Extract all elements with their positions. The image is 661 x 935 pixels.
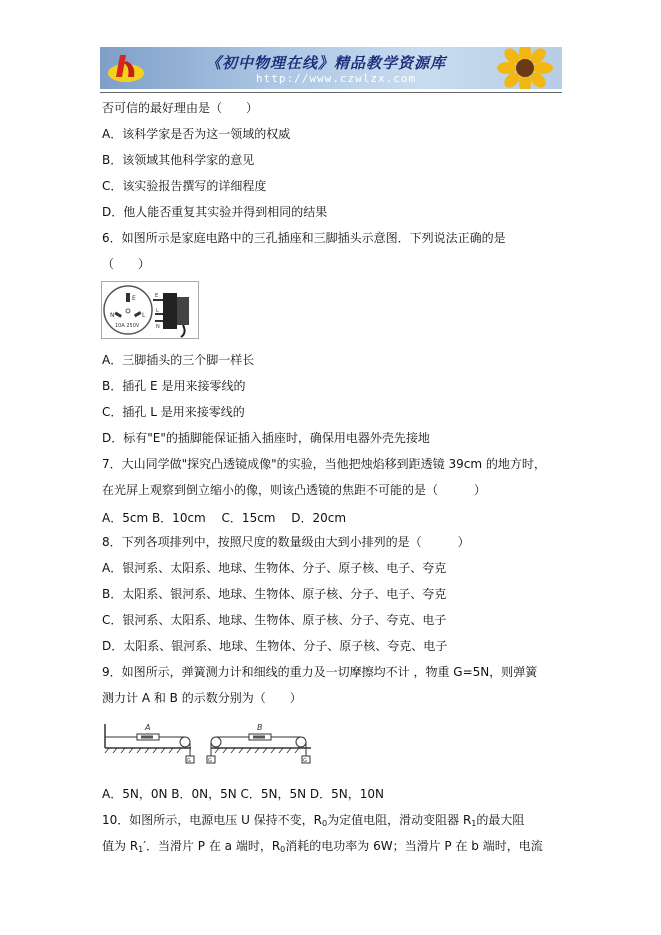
option-b: B．插孔 E 是用来接零线的 <box>102 379 246 393</box>
question-9-options: A．5N，0N B．0N，5N C．5N，5N D．5N，10N <box>102 787 385 801</box>
socket-plug-figure <box>101 281 199 339</box>
subscript: 1 <box>471 819 477 828</box>
socket-label-n: N <box>110 312 115 319</box>
banner-title: 《初中物理在线》精品教学资源库 <box>206 54 447 72</box>
option-a: A．该科学家是否为这一领域的权威 <box>102 127 291 141</box>
balance-label-a: A <box>145 723 151 732</box>
text-run: 为定值电阻，滑动变阻器 R <box>327 813 472 827</box>
option-c: C．该实验报告撰写的详细程度 <box>102 179 267 193</box>
setup-a <box>105 723 194 764</box>
weight-label: G <box>303 758 307 764</box>
option-d: D．他人能否重复其实验并得到相同的结果 <box>102 205 328 219</box>
weight-label: G <box>208 758 212 764</box>
question-9: 9．如图所示，弹簧测力计和细线的重力及一切摩擦均不计 ，物重 G=5N，则弹簧 <box>102 665 538 679</box>
option-c: C．插孔 L 是用来接零线的 <box>102 405 245 419</box>
option-b: B．太阳系、银河系、地球、生物体、原子核、分子、电子、夸克 <box>102 587 447 601</box>
text-run: 值为 R <box>102 839 139 853</box>
header-banner <box>100 47 562 89</box>
subscript: 0 <box>322 819 328 828</box>
question-10-cont <box>102 838 543 858</box>
setup-b <box>207 723 311 764</box>
subscript: 1 <box>138 845 144 854</box>
question-6: 6．如图所示是家庭电路中的三孔插座和三脚插头示意图．下列说法正确的是 <box>102 231 506 245</box>
option-b: B．该领域其他科学家的意见 <box>102 153 255 167</box>
option-d: D．太阳系、银河系、地球、生物体、分子、原子核、夸克、电子 <box>102 639 448 653</box>
question-8: 8．下列各项排列中，按照尺度的数量级由大到小排列的是（ ） <box>102 535 470 549</box>
text-line: 否可信的最好理由是（ ） <box>102 101 259 115</box>
text-run: ′．当滑片 P 在 a 端时，R <box>143 839 281 853</box>
logo-icon <box>106 51 146 85</box>
balance-label-b: B <box>257 723 263 732</box>
question-7: 7．大山同学做"探究凸透镜成像"的实验，当他把烛焰移到距透镜 39cm 的地方时， <box>102 457 546 471</box>
option-d: D．标有"E"的插脚能保证插入插座时，确保用电器外壳先接地 <box>102 431 430 445</box>
plug-label-l: L <box>156 308 159 314</box>
plug-label-e: E <box>155 293 159 299</box>
question-9-cont: 测力计 A 和 B 的示数分别为（ ） <box>102 691 302 705</box>
socket-label-e: E <box>132 295 136 302</box>
plug-label-n: N <box>156 324 160 330</box>
spring-balance-figure <box>101 718 319 768</box>
question-6-blank: （ ） <box>102 257 151 271</box>
banner-url: http://www.czwlzx.com <box>256 72 417 85</box>
weight-label: G <box>187 758 191 764</box>
text-run: 的最大阻 <box>476 813 525 827</box>
banner-divider <box>100 92 562 93</box>
text-run: 消耗的电功率为 6W；当滑片 P 在 b 端时，电流 <box>285 839 543 853</box>
socket-label-l: L <box>142 312 146 319</box>
sunflower-icon <box>490 47 560 89</box>
option-a: A．三脚插头的三个脚一样长 <box>102 353 255 367</box>
text-run: 10．如图所示，电源电压 U 保持不变，R <box>102 813 323 827</box>
option-c: C．银河系、太阳系、地球、生物体、原子核、分子、夸克、电子 <box>102 613 447 627</box>
question-7-cont: 在光屏上观察到倒立缩小的像，则该凸透镜的焦距不可能的是（ ） <box>102 483 487 497</box>
option-a: A．银河系、太阳系、地球、生物体、分子、原子核、电子、夸克 <box>102 561 447 575</box>
question-10 <box>102 812 524 832</box>
socket-rating: 10A 250V <box>115 323 140 329</box>
subscript: 0 <box>280 845 286 854</box>
question-7-options: A．5cm B．10cm C．15cm D．20cm <box>102 511 347 525</box>
